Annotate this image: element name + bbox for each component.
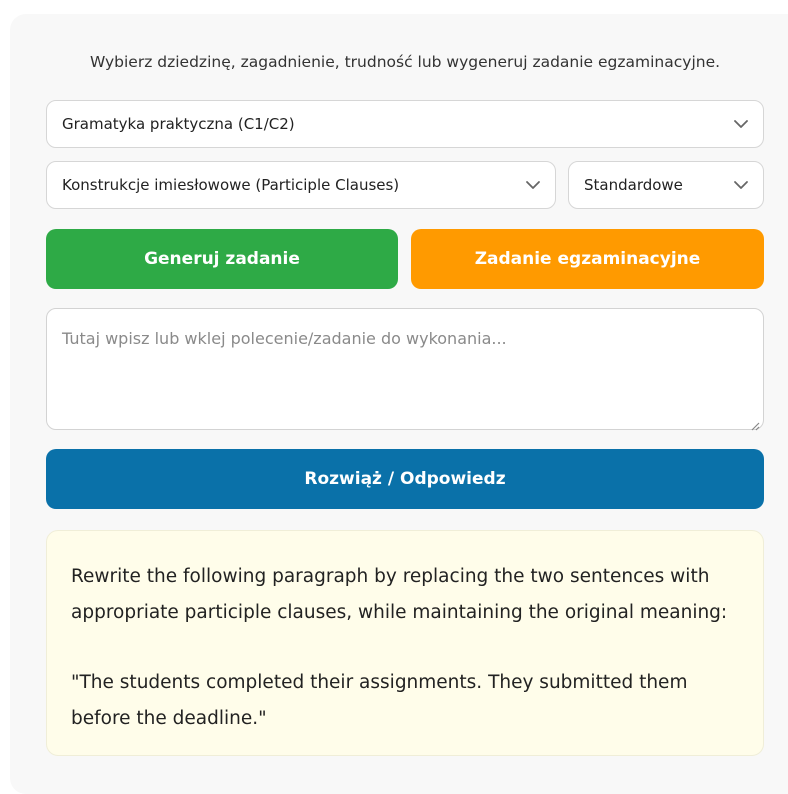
generate-task-button[interactable]: Generuj zadanie [46, 229, 398, 289]
exam-task-button[interactable]: Zadanie egzaminacyjne [411, 229, 764, 289]
chevron-down-icon [719, 176, 763, 194]
difficulty-select-value: Standardowe [584, 176, 683, 194]
topic-select[interactable] [46, 161, 556, 209]
result-quote: "The students completed their assignments. They submitted them before the deadline." [71, 672, 688, 729]
difficulty-select[interactable] [568, 161, 764, 209]
chevron-down-icon [511, 176, 555, 194]
chevron-down-icon [719, 115, 763, 133]
topic-select-value: Konstrukcje imiesłowowe (Participle Clauses) [62, 176, 400, 194]
solve-button[interactable]: Rozwiąż / Odpowiedz [46, 449, 764, 509]
domain-select-value: Gramatyka praktyczna (C1/C2) [62, 115, 295, 133]
resize-grip-icon[interactable] [750, 416, 760, 426]
domain-select[interactable] [46, 100, 764, 148]
task-input[interactable] [46, 308, 764, 430]
intro-text: Wybierz dziedzinę, zagadnienie, trudność lub wygeneruj zadanie egzaminacyjne. [89, 53, 721, 71]
result-box [46, 530, 764, 756]
task-input-placeholder: Tutaj wpisz lub wklej polecenie/zadanie do wykonania... [62, 329, 507, 348]
result-instruction: Rewrite the following paragraph by replacing the two sentences with appropriate participle clauses, while maintaining the original meaning: [71, 566, 728, 623]
